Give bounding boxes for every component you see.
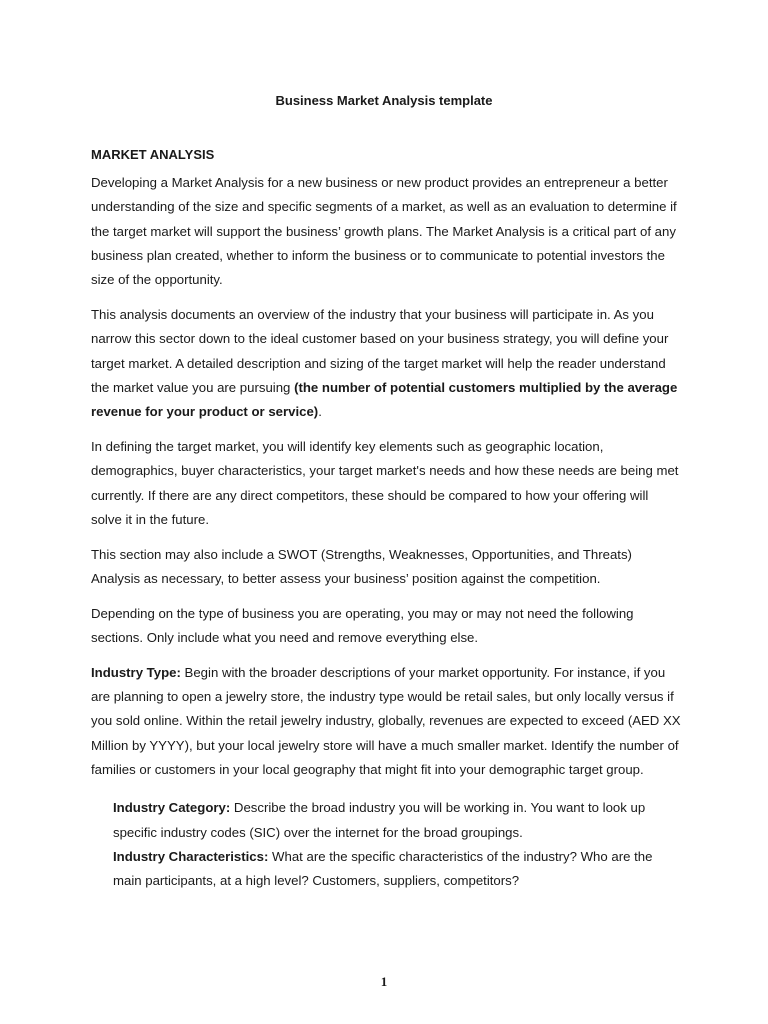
paragraph-text: Begin with the broader descriptions of your market opportunity. For instance, if you are planning to open a jewelry store, the industry type would be retail sales, but only locally versus if you sold online. Within the retail jewelry industry, globally, revenues are expected to exceed (AED XX Million by YYYY), but your local jewelry store will have a much smaller market. Identify the number of families or customers in your local geography that might fit into your demographic target group. xyxy=(91,664,681,778)
document-body xyxy=(91,171,681,894)
paragraph-target-market xyxy=(91,435,681,532)
paragraph-swot xyxy=(91,543,681,592)
industry-characteristics-label: Industry Characteristics: xyxy=(113,848,269,864)
industry-category-label: Industry Category: xyxy=(113,800,231,816)
paragraph-industry-type xyxy=(91,661,681,782)
sub-item-industry-characteristics xyxy=(113,845,681,894)
paragraph-sections-note xyxy=(91,602,681,651)
paragraph-text: Developing a Market Analysis for a new business or new product provides an entrepreneur a better understanding of the size and specific segments of a market, as well as an evaluation to determine if the target market will support the business’ growth plans. The Market Analysis is a critical part of any business plan created, whether to inform the business or to communicate to potential investors the size of the opportunity. xyxy=(91,175,677,288)
paragraph-text: This section may also include a SWOT (Strengths, Weaknesses, Opportunities, and Threats) Analysis as necessary, to better assess your business’ position against the competition. xyxy=(91,546,632,586)
paragraph-text: . xyxy=(318,404,322,420)
industry-type-label: Industry Type: xyxy=(91,664,181,680)
document-title: Business Market Analysis template xyxy=(275,93,493,108)
paragraph-text: In defining the target market, you will identify key elements such as geographic location, demographics, buyer characteristics, your target market's needs and how these needs are being met currently. If there are any direct competitors, these should be compared to how your offering will solve it in the future. xyxy=(91,438,679,527)
bold-emphasis: (the number of potential customers multiplied by the average revenue for your product or service) xyxy=(91,379,678,420)
paragraph-text: Depending on the type of business you are operating, you may or may not need the following sections. Only include what you need and remove everything else. xyxy=(91,605,634,646)
paragraph-text: This analysis documents an overview of the industry that your business will participate in. As you narrow this sector down to the ideal customer based on your business strategy, you will define your target market. A detailed description and sizing of the target market will help the reader understand the market value you are pursuing xyxy=(91,306,669,395)
paragraph-intro xyxy=(91,171,681,292)
sub-item-text: What are the specific characteristics of the industry? Who are the main participants, at a high level? Customers, suppliers, competitors? xyxy=(113,848,653,889)
page-number: 1 xyxy=(380,974,388,989)
sub-item-industry-category xyxy=(113,796,681,845)
sub-items xyxy=(91,796,681,893)
section-heading: MARKET ANALYSIS xyxy=(91,147,215,162)
paragraph-overview xyxy=(91,303,681,424)
sub-item-text: Describe the broad industry you will be working in. You want to look up specific industry codes (SIC) over the internet for the broad groupings. xyxy=(113,800,646,840)
